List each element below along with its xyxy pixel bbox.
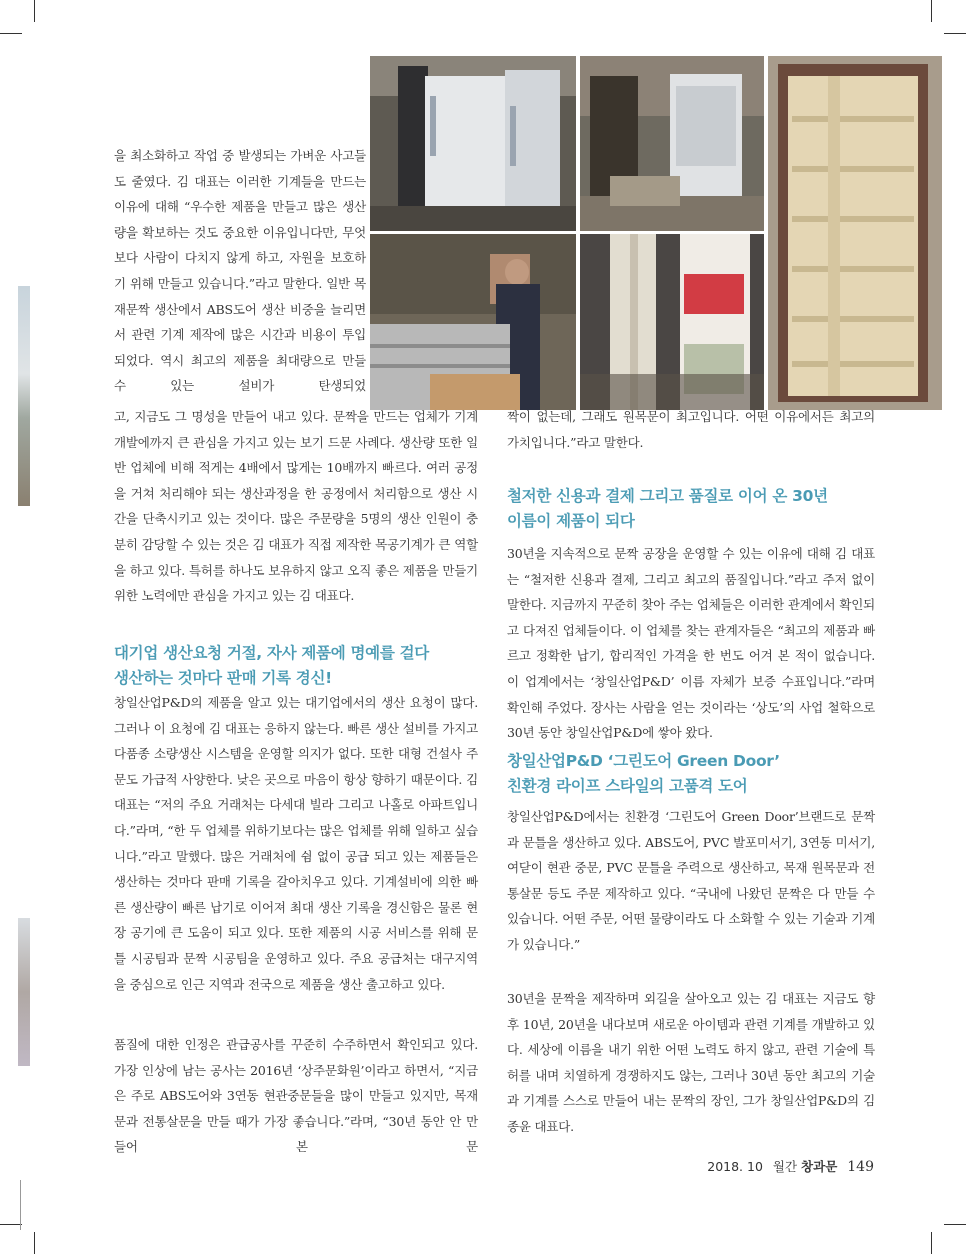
- photo-workshop-door: [580, 56, 764, 231]
- intro-paragraph-full: 고, 지금도 그 명성을 만들어 내고 있다. 문짝을 만드는 업체가 기계 개발에까지 큰 관심을 가지고 있는 보기 드문 사례다. 생산량 또한 일반 업체에 비해 적게는 4배에서 많게는 10배까지 빠르다. 여러 공정을 거쳐 처리해야 되는 생산과정을 한 공정에서 처리함으로 생산 시간을 단축시키고 있는 것이다. 많은 주문량을 5명의 생산 인원이 충분히 감당할 수 있는 것은 김 대표가 직접 제작한 목공기계가 큰 역할을 하고 있다. 특허를 하나도 보유하지 않고 오직 좋은 제품을 만들기 위한 노력에만 관심을 가지고 있는 김 대표다.: [114, 409, 478, 604]
- section-1-paragraph-1: 창일산업P&D의 제품을 알고 있는 대기업에서의 생산 요청이 많다. 그러나 이 요청에 김 대표는 응하지 않는다. 빠른 생산 설비를 가지고 다품종 소량생산 시스템을 운영할 의지가 없다. 또한 대형 건설사 주문도 가급적 사양한다. 낮은 곳으로 마음이 항상 향하기 때문이다. 김 대표는 “저의 주요 거래처는 다세대 빌라 그리고 나홀로 아파트입니다.”라며, “한 두 업체를 위하기보다는 많은 업체를 위해 일하고 싶습니다.”라고 말했다. 많은 거래처에 쉼 없이 공급 되고 있는 제품들은 생산하는 것마다 판매 기록을 갈아치우고 있다. 기계설비에 의한 빠른 생산량이 빠른 납기로 이어져 최대 생산 기록을 경신함은 물론 현장 공기에 큰 도움이 되고 있다. 또한 제품의 시공 서비스를 위해 문틀 시공팀과 문짝 시공팀을 운영하고 있다. 주요 공급처는 대구지역을 중심으로 인근 지역과 전국으로 제품을 생산 출고하고 있다.: [114, 695, 478, 992]
- section-1-paragraph-2: 품질에 대한 인정은 관급공사를 꾸준히 수주하면서 확인되고 있다. 가장 인상에 남는 공사는 2016년 ‘상주문화원’이라고 하면서, “지금은 주로 ABS도어와 3연동 현관중문들을 많이 만들고 있지만, 목재문과 전통살문을 만들 때가 가장 좋습니다.”라며, “30년 동안 안 만들어 본 문: [114, 1037, 478, 1155]
- issue-date: 2018. 10: [707, 1159, 763, 1174]
- magazine-name: 창과문: [801, 1159, 838, 1174]
- page-footer: [707, 1157, 874, 1175]
- section-heading-2: [507, 484, 879, 534]
- intro-paragraph-wrap: 을 최소화하고 작업 중 발생되는 가벼운 사고들도 줄였다. 김 대표는 이러한 기계들을 만드는 이유에 대해 “우수한 제품을 만들고 많은 생산량을 확보하는 것도 중요한 이유입니다만, 무엇보다 사람이 다치지 않게 하고, 자원을 보호하기 위해 만들고 있습니다.”라고 말한다. 일반 목재문짝 생산에서 ABS도어 생산 비중을 늘리면서 관련 기계 제작에 많은 시간과 비용이 투입되었다. 역시 최고의 제품을 최대량으로 만들 수 있는 설비가 탄생되었: [114, 148, 366, 394]
- facing-page-bleed: [18, 286, 30, 506]
- section-heading-2-line1: 철저한 신용과 결제 그리고 품질로 이어 온 30년: [507, 487, 828, 505]
- section-heading-3-line2: 친환경 라이프 스타일의 고품격 도어: [507, 777, 748, 795]
- continued-paragraph: 짝이 없는데, 그래도 원목문이 최고입니다. 어떤 이유에서든 최고의 가치입니다.”라고 말한다.: [507, 409, 875, 450]
- crop-mark: [34, 0, 35, 22]
- section-heading-1-line2: 생산하는 것마다 판매 기록 경신!: [114, 669, 332, 687]
- crop-mark: [944, 1224, 966, 1225]
- section-2-paragraph-1: 30년을 지속적으로 문짝 공장을 운영할 수 있는 이유에 대해 김 대표는 “철저한 신용과 결제, 그리고 최고의 품질입니다.”라고 주저 없이 말한다. 지금까지 꾸준히 찾아 주는 업체들은 이러한 관계에서 확인되고 다져진 업체들이다. 이 업체를 찾는 관계자들은 “최고의 제품과 빠르고 정확한 납기, 합리적인 가격을 한 번도 어겨 본 적이 없습니다. 이 업계에서는 ‘창일산업P&D’ 이름 자체가 보증 수표입니다.”라며 확인해 주었다. 장사는 사람을 얻는 것이라는 ‘상도’의 사업 철학으로 30년 동안 창일산업P&D에 쌓아 왔다.: [507, 546, 875, 741]
- section-heading-1: [114, 641, 486, 691]
- section-3-paragraph-2: 30년을 문짝을 제작하며 외길을 살아오고 있는 김 대표는 지금도 향후 10년, 20년을 내다보며 새로운 아이템과 관련 기계를 개발하고 있다. 세상에 이름을 내기 위한 어떤 노력도 하지 않고, 관련 기술에 특허를 내며 치열하게 경쟁하지도 않는, 그러나 30년 동안 최고의 기술과 기계를 스스로 만들어 내는 문짝의 장인, 그가 창일산업P&D의 김종윤 대표다.: [507, 991, 875, 1134]
- section-heading-3: [507, 749, 879, 799]
- photo-shelving-frame: [768, 56, 942, 410]
- crop-mark: [944, 33, 966, 34]
- facing-page-bleed: [18, 918, 30, 1066]
- photo-door-panels-stacked: [370, 56, 576, 231]
- gutter-line: [20, 1180, 21, 1230]
- crop-mark: [34, 1232, 35, 1254]
- photo-worker-profiles: [370, 234, 576, 410]
- crop-mark: [931, 1232, 932, 1254]
- magazine-prefix: 월간: [772, 1159, 798, 1174]
- section-3-paragraph-1: 창일산업P&D에서는 친환경 ‘그린도어 Green Door’브랜드로 문짝과 문틀을 생산하고 있다. ABS도어, PVC 발포미서기, 3연동 미서기, 여닫이 현관 중문, PVC 문틀을 주력으로 생산하고, 목재 원목문과 전통살문 등도 주문 제작하고 있다. “국내에 나왔던 문짝은 다 만들 수 있습니다. 어떤 주문, 어떤 물량이라도 다 소화할 수 있는 기술과 기계가 있습니다.”: [507, 809, 875, 952]
- crop-mark: [931, 0, 932, 22]
- photo-door-frame-profile: [580, 234, 764, 410]
- section-heading-1-line1: 대기업 생산요청 거절, 자사 제품에 명예를 걸다: [114, 644, 429, 662]
- section-heading-2-line2: 이름이 제품이 되다: [507, 512, 635, 530]
- page-number: 149: [847, 1159, 874, 1175]
- section-heading-3-line1: 창일산업P&D ‘그린도어 Green Door’: [507, 752, 780, 770]
- crop-mark: [0, 1224, 22, 1225]
- crop-mark: [0, 33, 22, 34]
